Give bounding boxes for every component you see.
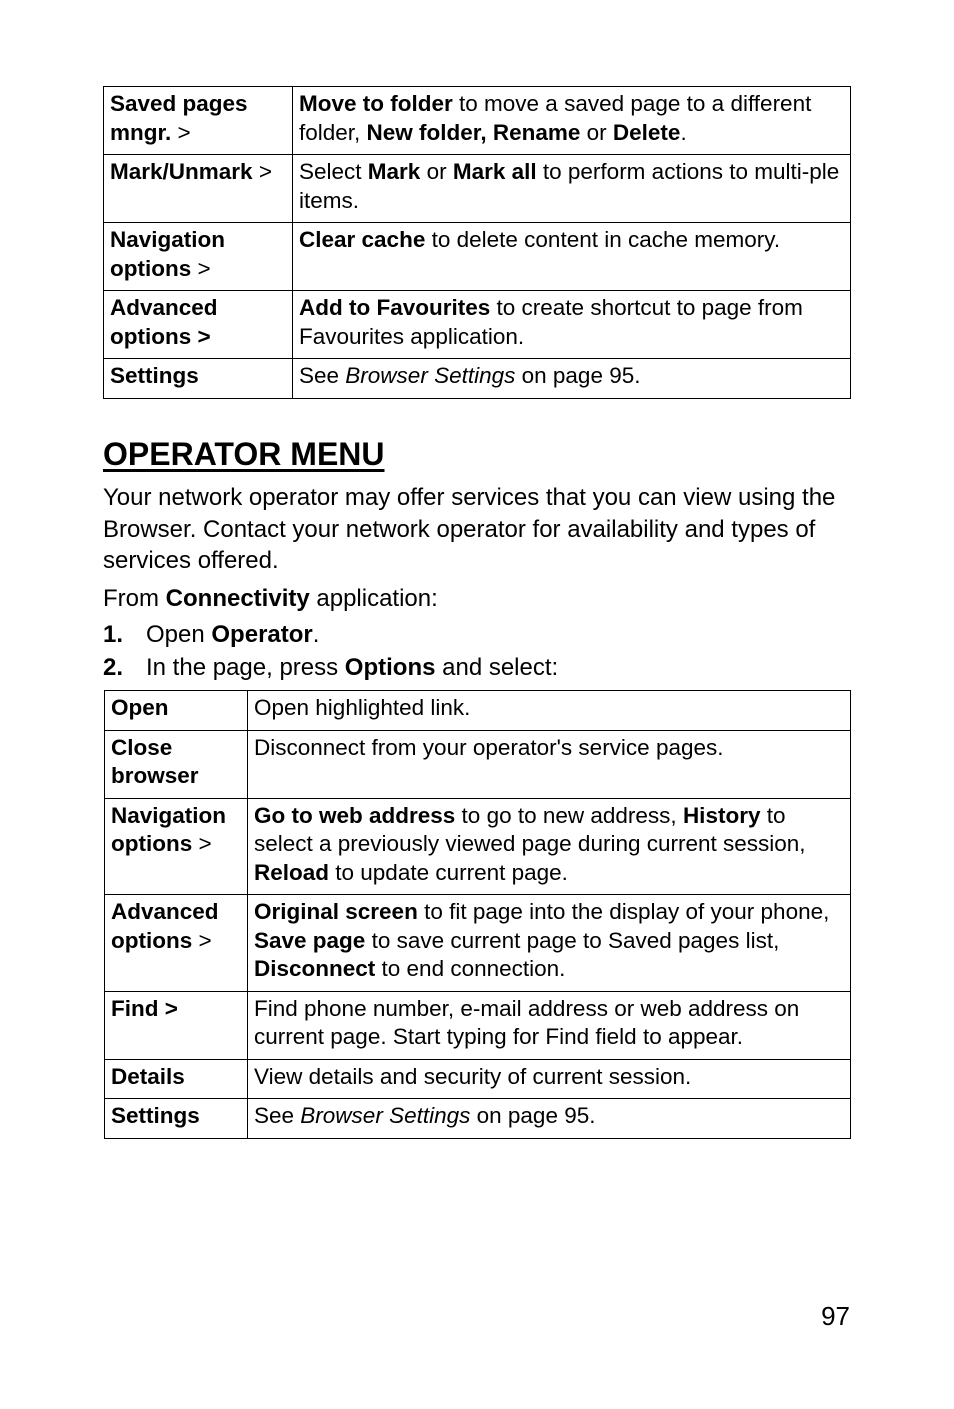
intro-paragraph: Your network operator may offer services that you can view using the Browser. Contact your network operator for availability and types of services offered.	[103, 484, 836, 574]
browser-options-table	[103, 86, 851, 399]
table-row	[105, 691, 851, 731]
table-row	[104, 87, 851, 155]
option-description: Move to folder to move a saved page to a different folder, New folder, Rename or Delete.	[293, 87, 851, 155]
table-row	[105, 895, 851, 992]
table-row	[105, 991, 851, 1059]
page-number: 97	[821, 1301, 850, 1331]
option-term: Navigation options >	[104, 223, 293, 291]
table-row	[105, 1059, 851, 1099]
step-number: 1.	[103, 621, 124, 648]
option-description: Select Mark or Mark all to perform actions to multi-ple items.	[293, 155, 851, 223]
option-description: Go to web address to go to new address, History to select a previously viewed page during current session, Reload to update current page.	[248, 798, 851, 895]
table-row	[104, 291, 851, 359]
cross-reference: Browser Settings	[345, 363, 516, 388]
option-term: Navigation options >	[105, 798, 248, 895]
option-term: Mark/Unmark >	[104, 155, 293, 223]
option-term: Advanced options >	[105, 895, 248, 992]
table-row	[105, 798, 851, 895]
option-description: Find phone number, e-mail address or web address on current page. Start typing for Find field to appear.	[248, 991, 851, 1059]
table-row	[105, 730, 851, 798]
option-description: Open highlighted link.	[248, 691, 851, 731]
option-term: Saved pages mngr. >	[104, 87, 293, 155]
option-description: Original screen to fit page into the display of your phone, Save page to save current page to Saved pages list, Disconnect to end connection.	[248, 895, 851, 992]
table-row	[105, 1099, 851, 1139]
option-description: Disconnect from your operator's service pages.	[248, 730, 851, 798]
option-term: Open	[105, 691, 248, 731]
operator-options-table	[104, 690, 851, 1139]
list-item: 1. Open Operator.	[103, 618, 558, 651]
steps-list	[103, 618, 558, 684]
cross-reference: Browser Settings	[300, 1103, 471, 1128]
option-description: Clear cache to delete content in cache memory.	[293, 223, 851, 291]
option-term: Advanced options >	[104, 291, 293, 359]
list-item: 2. In the page, press Options and select:	[103, 651, 558, 684]
table-row	[104, 223, 851, 291]
option-term: Settings	[104, 359, 293, 399]
option-term: Find >	[105, 991, 248, 1059]
option-description: View details and security of current session.	[248, 1059, 851, 1099]
option-description: Add to Favourites to create shortcut to page from Favourites application.	[293, 291, 851, 359]
table-row	[104, 155, 851, 223]
option-term: Close browser	[105, 730, 248, 798]
option-term: Details	[105, 1059, 248, 1099]
section-title: OPERATOR MENU	[103, 436, 385, 472]
from-paragraph: From Connectivity application:	[103, 585, 438, 612]
table-row	[104, 359, 851, 399]
option-description: See Browser Settings on page 95.	[293, 359, 851, 399]
step-number: 2.	[103, 654, 124, 681]
option-term: Settings	[105, 1099, 248, 1139]
option-description: See Browser Settings on page 95.	[248, 1099, 851, 1139]
